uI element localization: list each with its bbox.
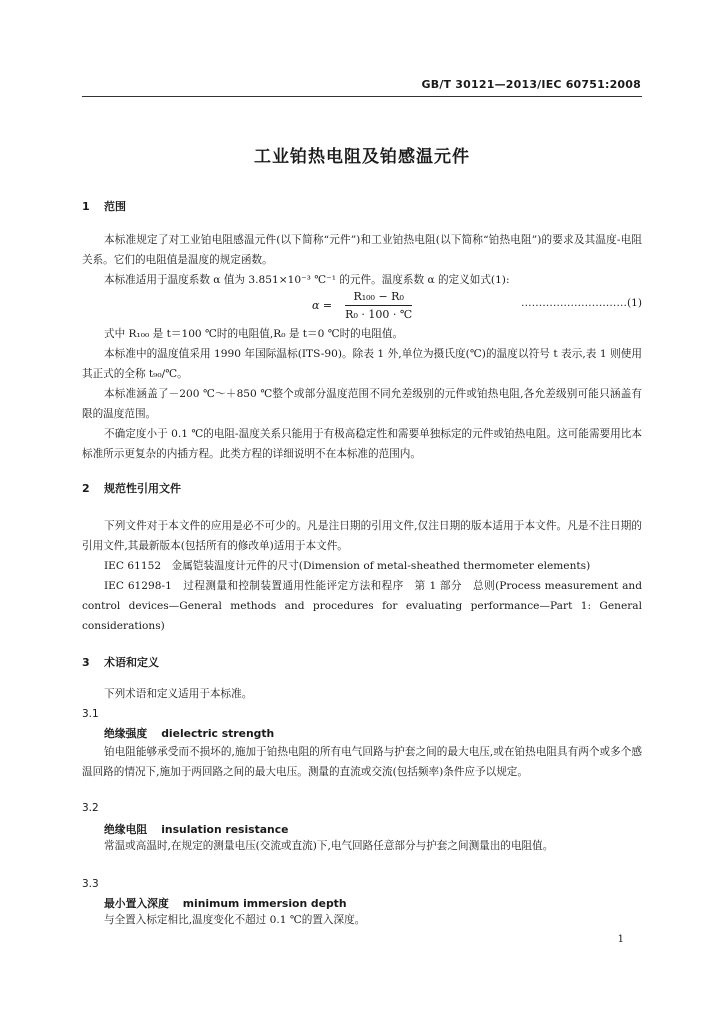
section-3-number: 3 [82, 656, 90, 669]
term-zh: 最小置入深度 [104, 897, 169, 910]
section-2-paragraph-1: 下列文件对于本文件的应用是必不可少的。凡是注日期的引用文件,仅注日期的版本适用于本文件。凡是不注日期的引用文件,其最新版本(包括所有的修改单)适用于本文件。 [82, 520, 642, 552]
term-en: insulation resistance [161, 823, 289, 836]
term-definition: 铂电阻能够承受而不损坏的,施加于铂热电阻的所有电气回路与护套之间的最大电压,或在铂热电阻具有两个或多个感温回路的情况下,施加于两回路之间的最大电压。测量的直流或交流(包括频率)条件应予以规定。 [82, 746, 642, 778]
formula-denominator: R₀ · 100 · ℃ [345, 308, 413, 321]
formula-number: …………………………(1) [521, 297, 642, 309]
section-1-paragraph-6: 不确定度小于 0.1 ℃的电阻-温度关系只能用于有极高稳定性和需要单独标定的元件或铂热电阻。这可能需要用比本标准所示更复杂的内插方程。此类方程的详细说明不在本标准的范围内。 [82, 428, 642, 460]
document-title: 工业铂热电阻及铂感温元件 [254, 147, 470, 167]
section-3-intro: 下列术语和定义适用于本标准。 [104, 688, 253, 700]
term-number: 3.2 [82, 802, 99, 814]
section-1-number: 1 [82, 200, 90, 213]
standard-code: GB/T 30121—2013/IEC 60751:2008 [421, 78, 641, 91]
term-definition: 与全置入标定相比,温度变化不超过 0.1 ℃的置入深度。 [104, 914, 366, 926]
reference-iec-61152: IEC 61152 金属铠装温度计元件的尺寸(Dimension of metal-sheathed thermometer elements) [104, 560, 591, 572]
term-heading [104, 726, 274, 741]
term-heading [104, 896, 347, 911]
term-en: dielectric strength [161, 727, 275, 740]
section-3-heading [82, 654, 159, 670]
section-1-paragraph-5: 本标准涵盖了－200 ℃～＋850 ℃整个或部分温度范围不同允差级别的元件或铂热电阻,各允差级别可能只涵盖有限的温度范围。 [82, 388, 642, 420]
formula-lhs: α = [312, 299, 333, 312]
formula-numerator: R₁₀₀ − R₀ [345, 290, 411, 306]
section-1-paragraph-4: 本标准中的温度值采用 1990 年国际温标(ITS-90)。除表 1 外,单位为摄氏度(℃)的温度以符号 t 表示,表 1 则使用其正式的全称 t₉₀/℃。 [82, 348, 642, 380]
term-zh: 绝缘电阻 [104, 823, 148, 836]
section-1-paragraph-3: 式中 R₁₀₀ 是 t＝100 ℃时的电阻值,R₀ 是 t＝0 ℃时的电阻值。 [104, 328, 404, 340]
header-divider [82, 96, 642, 97]
term-zh: 绝缘强度 [104, 727, 148, 740]
section-2-title: 规范性引用文件 [104, 482, 181, 495]
page-number: 1 [617, 934, 624, 945]
section-1-paragraph-1: 本标准规定了对工业铂电阻感温元件(以下简称“元件”)和工业铂热电阻(以下简称“铂热电阻”)的要求及其温度-电阻关系。它们的电阻值是温度的规定函数。 [82, 234, 642, 266]
term-heading [104, 822, 288, 837]
formula-fraction [337, 290, 420, 321]
term-number: 3.1 [82, 708, 99, 720]
section-1-paragraph-2: 本标准适用于温度系数 α 值为 3.851×10⁻³ ℃⁻¹ 的元件。温度系数 α 的定义如式(1): [104, 274, 510, 286]
reference-iec-61298-1: IEC 61298-1 过程测量和控制装置通用性能评定方法和程序 第 1 部分 总则(Process measurement and control devices—General methods and procedures for evaluating performance—Part 1: General considerations) [82, 580, 642, 632]
term-number: 3.3 [82, 878, 99, 890]
formula-1 [312, 290, 420, 321]
term-en: minimum immersion depth [182, 897, 347, 910]
section-1-title: 范围 [104, 200, 126, 213]
section-2-heading [82, 480, 181, 496]
section-2-number: 2 [82, 482, 90, 495]
section-3-title: 术语和定义 [104, 656, 159, 669]
section-1-heading [82, 198, 126, 214]
term-definition: 常温或高温时,在规定的测量电压(交流或直流)下,电气回路任意部分与护套之间测量出的电阻值。 [104, 840, 554, 852]
